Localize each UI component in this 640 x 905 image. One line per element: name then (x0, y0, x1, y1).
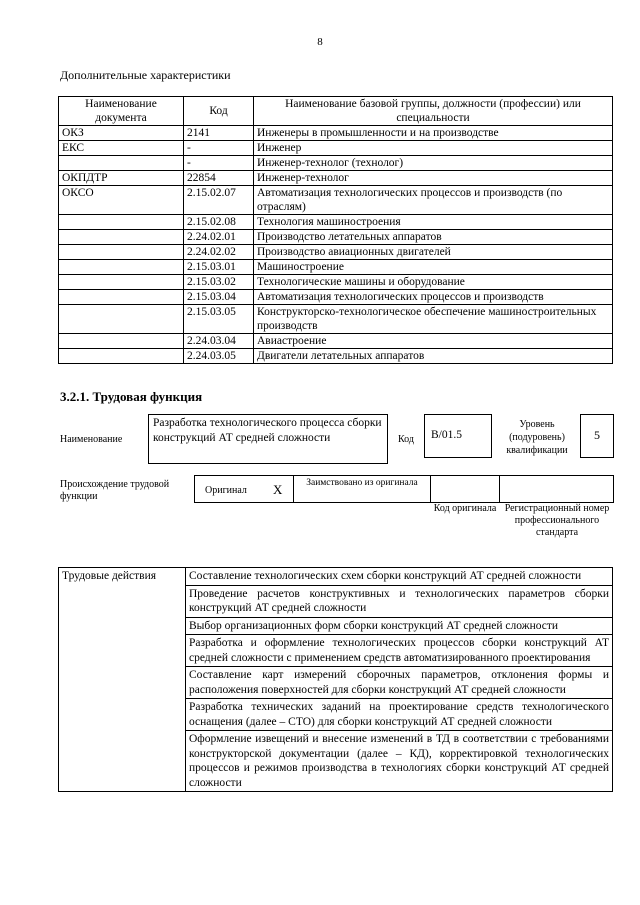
cell-code: 2.15.03.05 (184, 305, 254, 334)
table-header-row (59, 97, 613, 126)
table-row (59, 186, 613, 215)
labor-actions-table (58, 567, 613, 792)
cell-code: 2141 (184, 126, 254, 141)
cell-code: 2.24.03.05 (184, 349, 254, 364)
origin-label: Происхождение трудовой функции (60, 479, 170, 502)
table-row (59, 215, 613, 230)
table-row (59, 260, 613, 275)
header-document: Наименование документа (59, 97, 184, 126)
cell-group-name: Технологические машины и оборудование (254, 275, 613, 290)
code-original-label: Код оригинала (433, 503, 497, 514)
cell-document (59, 245, 184, 260)
labor-action-item: Составление технологических схем сборки конструкций АТ средней сложности (186, 568, 613, 586)
cell-group-name: Производство авиационных двигателей (254, 245, 613, 260)
cell-code: 2.24.02.02 (184, 245, 254, 260)
cell-code: - (184, 156, 254, 171)
cell-group-name: Автоматизация технологических процессов и производств (по отраслям) (254, 186, 613, 215)
table-row (59, 349, 613, 364)
cell-group-name: Технология машиностроения (254, 215, 613, 230)
cell-code: 2.15.03.04 (184, 290, 254, 305)
table-row (59, 126, 613, 141)
cell-code: - (184, 141, 254, 156)
table-row (59, 290, 613, 305)
table-row (59, 141, 613, 156)
cell-document: ОКПДТР (59, 171, 184, 186)
cell-group-name: Инженер-технолог (254, 171, 613, 186)
function-name-value: Разработка технологического процесса сборки конструкций АТ средней сложности (148, 414, 388, 464)
function-heading: 3.2.1. Трудовая функция (60, 389, 203, 404)
cell-code: 2.15.02.07 (184, 186, 254, 215)
table-row (59, 171, 613, 186)
cell-document: ОКСО (59, 186, 184, 215)
section-title: Дополнительные характеристики (60, 68, 231, 82)
cell-document (59, 334, 184, 349)
original-label: Оригинал (205, 485, 247, 496)
cell-document (59, 156, 184, 171)
actions-label: Трудовые действия (59, 568, 186, 792)
cell-group-name: Авиастроение (254, 334, 613, 349)
cell-group-name: Двигатели летательных аппаратов (254, 349, 613, 364)
cell-code: 2.24.03.04 (184, 334, 254, 349)
table-row (59, 230, 613, 245)
cell-code: 2.24.02.01 (184, 230, 254, 245)
code-label: Код (398, 434, 414, 445)
original-mark: X (273, 482, 283, 497)
original-box (194, 475, 294, 503)
cell-code: 2.15.03.02 (184, 275, 254, 290)
labor-action-item: Составление карт измерений сборочных параметров, отклонения формы и расположения поверхностей для сборки конструкций АТ средней сложности (186, 667, 613, 699)
table-row (59, 334, 613, 349)
labor-action-item: Разработка и оформление технологических процессов сборки конструкций АТ средней сложности с применением средств автоматизированного проектирования (186, 635, 613, 667)
reg-number-box (499, 475, 614, 503)
header-code: Код (184, 97, 254, 126)
cell-document: ЕКС (59, 141, 184, 156)
table-row (59, 568, 613, 586)
function-code-value: B/01.5 (424, 414, 492, 458)
table-row (59, 275, 613, 290)
labor-action-item: Выбор организационных форм сборки конструкций АТ средней сложности (186, 617, 613, 635)
table-row (59, 245, 613, 260)
borrowed-box: Заимствовано из оригинала (293, 475, 431, 503)
level-value: 5 (580, 414, 614, 458)
labor-action-item: Проведение расчетов конструктивных и технологических параметров сборки конструкций АТ средней сложности (186, 585, 613, 617)
cell-document (59, 305, 184, 334)
additional-characteristics-table (58, 96, 613, 364)
cell-group-name: Инженер-технолог (технолог) (254, 156, 613, 171)
cell-code: 22854 (184, 171, 254, 186)
cell-document (59, 275, 184, 290)
table-row (59, 156, 613, 171)
name-label: Наименование (60, 434, 123, 445)
level-label: Уровень (подуровень) квалификации (506, 419, 568, 456)
cell-group-name: Машиностроение (254, 260, 613, 275)
cell-code: 2.15.03.01 (184, 260, 254, 275)
cell-group-name: Автоматизация технологических процессов и производств (254, 290, 613, 305)
cell-document (59, 290, 184, 305)
cell-document (59, 230, 184, 245)
cell-code: 2.15.02.08 (184, 215, 254, 230)
header-group-name: Наименование базовой группы, должности (профессии) или специальности (254, 97, 613, 126)
code-original-box (430, 475, 500, 503)
cell-group-name: Производство летательных аппаратов (254, 230, 613, 245)
reg-number-label: Регистрационный номер профессионального стандарта (504, 503, 610, 538)
cell-document (59, 215, 184, 230)
cell-group-name: Инженер (254, 141, 613, 156)
table-row (59, 305, 613, 334)
cell-group-name: Инженеры в промышленности и на производстве (254, 126, 613, 141)
page-number: 8 (317, 36, 323, 48)
cell-document (59, 260, 184, 275)
cell-document (59, 349, 184, 364)
cell-document: ОКЗ (59, 126, 184, 141)
labor-action-item: Разработка технических заданий на проектирование средств технологического оснащения (далее – СТО) для сборки конструкций АТ средней сложности (186, 699, 613, 731)
cell-group-name: Конструкторско-технологическое обеспечение машиностроительных производств (254, 305, 613, 334)
labor-action-item: Оформление извещений и внесение изменений в ТД в соответствии с требованиями конструкторской документации (далее – КД), корректировкой технологических процессов и режимов производства в технологиях сборки конструкций АТ средней сложности (186, 731, 613, 792)
